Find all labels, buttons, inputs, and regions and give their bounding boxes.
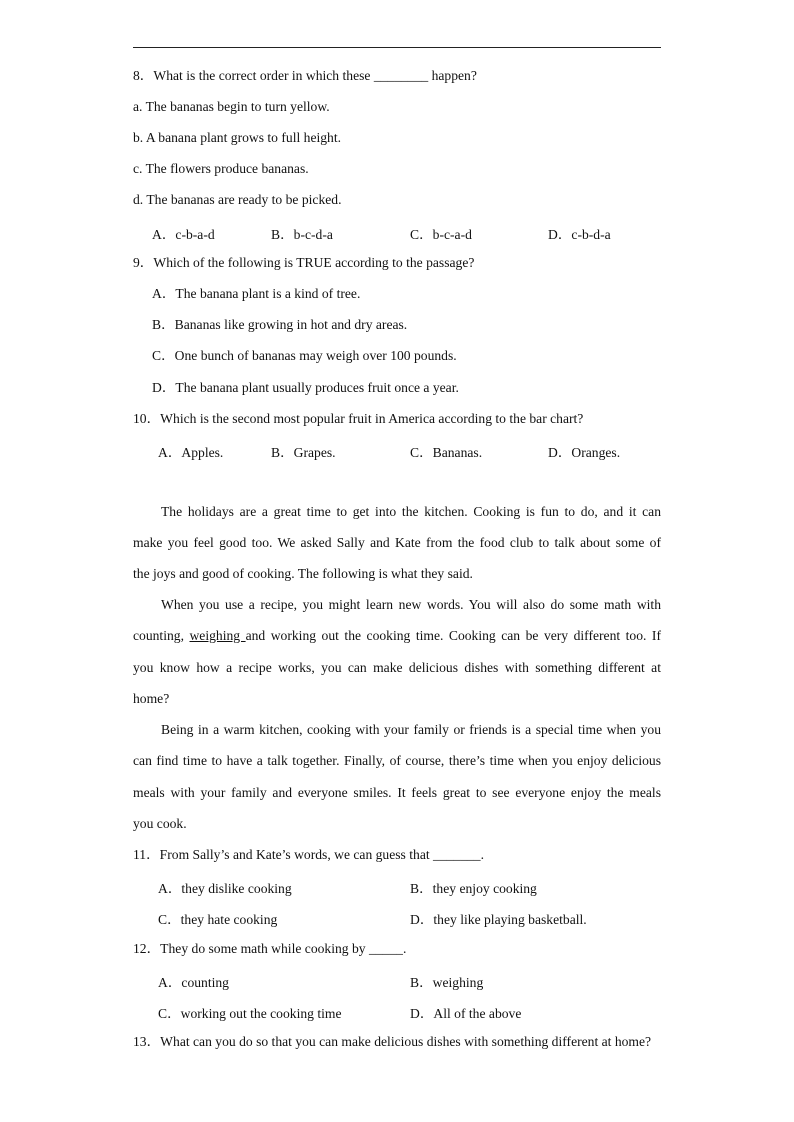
question-12-option-a: A．counting <box>158 975 229 990</box>
passage-p3-line-4: you cook. <box>133 816 187 831</box>
passage-p2-line-3: you know how a recipe works, you can make delicious dishes with something different at <box>133 660 661 675</box>
question-8-option-d: D．c-b-d-a <box>548 227 611 242</box>
question-11-option-d: D．they like playing basketball. <box>410 912 587 927</box>
question-11-option-b: B．they enjoy cooking <box>410 881 537 896</box>
question-8-item-d: d. The bananas are ready to be picked. <box>133 192 342 207</box>
passage-p1-line-1: The holidays are a great time to get into the kitchen. Cooking is fun to do, and it can <box>161 504 661 519</box>
passage-p1-line-2: make you feel good too. We asked Sally and Kate from the food club to talk about some of <box>133 535 661 550</box>
question-8-item-c: c. The flowers produce bananas. <box>133 161 309 176</box>
question-10-option-b: B．Grapes. <box>271 445 336 460</box>
question-8-option-c: C．b-c-a-d <box>410 227 472 242</box>
question-12-stem: 12．They do some math while cooking by _____. <box>133 941 407 956</box>
question-9-option-a: A．The banana plant is a kind of tree. <box>152 286 361 301</box>
question-11-option-c: C．they hate cooking <box>158 912 278 927</box>
question-12-option-b: B．weighing <box>410 975 484 990</box>
underlined-word-weighing: weighing <box>189 628 246 643</box>
question-11-option-a: A．they dislike cooking <box>158 881 292 896</box>
question-10-stem: 10．Which is the second most popular fruit in America according to the bar chart? <box>133 411 584 426</box>
question-10-option-a: A．Apples. <box>158 445 224 460</box>
passage-p1-line-3: the joys and good of cooking. The following is what they said. <box>133 566 473 581</box>
question-12-option-c: C．working out the cooking time <box>158 1006 342 1021</box>
question-9-option-b: B．Bananas like growing in hot and dry areas. <box>152 317 408 332</box>
question-9-option-d: D．The banana plant usually produces fruit once a year. <box>152 380 459 395</box>
question-8-item-a: a. The bananas begin to turn yellow. <box>133 99 330 114</box>
question-11-stem: 11．From Sally’s and Kate’s words, we can guess that _______. <box>133 847 485 862</box>
question-8-option-b: B．b-c-d-a <box>271 227 333 242</box>
question-9-stem: 9．Which of the following is TRUE according to the passage? <box>133 255 475 270</box>
passage-p2-line-2-end: and working out the cooking time. Cooking can be very different too. If <box>245 628 661 643</box>
passage-p3-line-3: meals with your family and everyone smiles. It feels great to see everyone enjoy the meals <box>133 785 661 800</box>
passage-p3-line-1: Being in a warm kitchen, cooking with your family or friends is a special time when you <box>161 722 661 737</box>
question-12-option-d: D．All of the above <box>410 1006 522 1021</box>
question-8-stem: 8．What is the correct order in which these ________ happen? <box>133 68 477 83</box>
question-10-option-c: C．Bananas. <box>410 445 483 460</box>
passage-p2-line-2-start: counting, <box>133 628 190 643</box>
header-rule <box>133 47 661 48</box>
question-13-stem: 13．What can you do so that you can make delicious dishes with something different at home? <box>133 1034 652 1049</box>
question-8-item-b: b. A banana plant grows to full height. <box>133 130 342 145</box>
passage-p2-line-4: home? <box>133 691 170 706</box>
passage-p2-line-1: When you use a recipe, you might learn new words. You will also do some math with <box>161 597 661 612</box>
passage-p3-line-2: can find time to have a talk together. Finally, of course, there’s time when you enjoy delicious <box>133 753 661 768</box>
question-10-option-d: D．Oranges. <box>548 445 621 460</box>
question-8-option-a: A．c-b-a-d <box>152 227 215 242</box>
question-9-option-c: C．One bunch of bananas may weigh over 100 pounds. <box>152 348 457 363</box>
passage-p2-line-2 <box>133 627 661 645</box>
